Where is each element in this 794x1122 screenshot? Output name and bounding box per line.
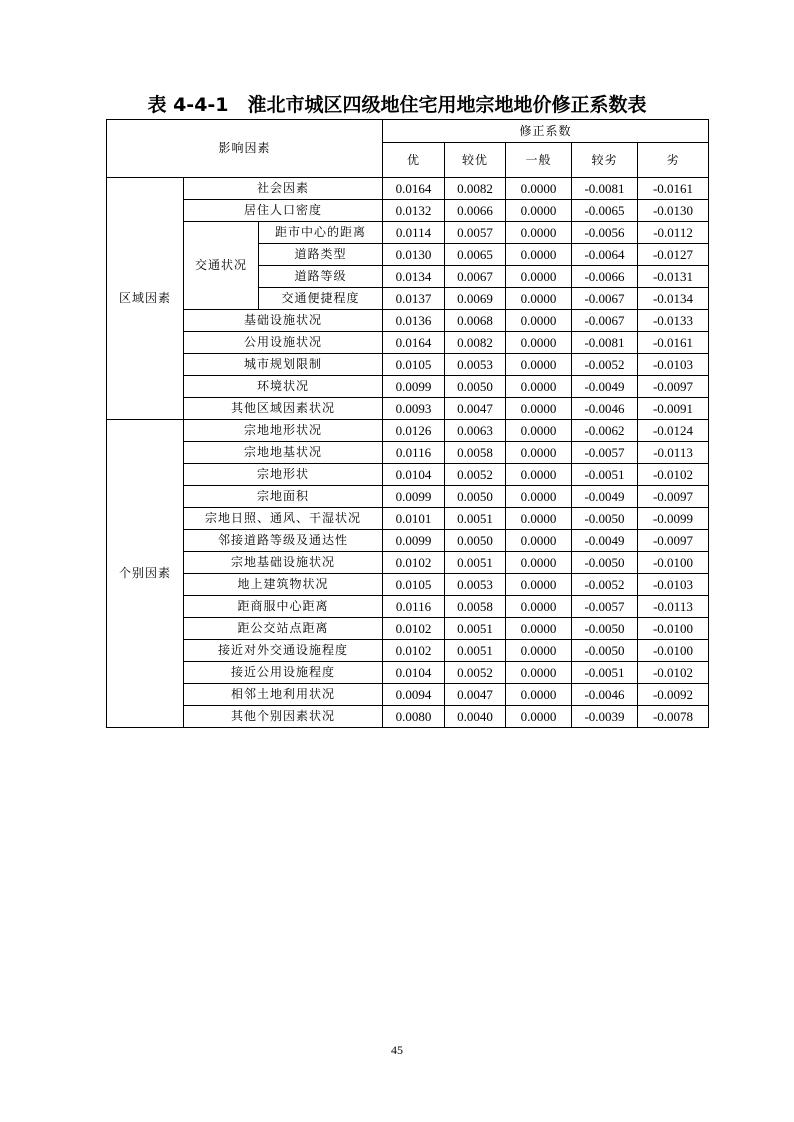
value-cell: 0.0099 (383, 376, 445, 398)
group-label-individual: 个别因素 (107, 420, 184, 728)
subgroup-label-traffic: 交通状况 (184, 222, 259, 310)
value-cell: -0.0050 (572, 508, 638, 530)
value-cell: -0.0133 (638, 310, 709, 332)
value-cell: -0.0127 (638, 244, 709, 266)
coefficient-header: 修正系数 (383, 120, 709, 143)
value-cell: 0.0000 (506, 596, 572, 618)
value-cell: -0.0112 (638, 222, 709, 244)
value-cell: 0.0094 (383, 684, 445, 706)
value-cell: 0.0000 (506, 618, 572, 640)
value-cell: 0.0051 (445, 640, 506, 662)
table-row (107, 354, 709, 376)
value-cell: -0.0097 (638, 530, 709, 552)
value-cell: 0.0000 (506, 222, 572, 244)
value-cell: 0.0047 (445, 398, 506, 420)
table-row (107, 706, 709, 728)
factor-cell: 道路类型 (259, 244, 383, 266)
value-cell: -0.0066 (572, 266, 638, 288)
value-cell: 0.0051 (445, 618, 506, 640)
factor-cell: 其他区域因素状况 (184, 398, 383, 420)
value-cell: 0.0080 (383, 706, 445, 728)
value-cell: 0.0053 (445, 574, 506, 596)
value-cell: 0.0000 (506, 662, 572, 684)
factor-cell: 距商服中心距离 (184, 596, 383, 618)
factor-cell: 相邻土地利用状况 (184, 684, 383, 706)
value-cell: 0.0000 (506, 332, 572, 354)
value-cell: 0.0126 (383, 420, 445, 442)
factor-cell: 其他个别因素状况 (184, 706, 383, 728)
factor-cell: 居住人口密度 (184, 200, 383, 222)
factor-cell: 宗地日照、通风、干湿状况 (184, 508, 383, 530)
value-cell: 0.0116 (383, 596, 445, 618)
factor-cell: 城市规划限制 (184, 354, 383, 376)
table-row (107, 420, 709, 442)
value-cell: 0.0000 (506, 398, 572, 420)
factor-cell: 宗地形状 (184, 464, 383, 486)
value-cell: -0.0062 (572, 420, 638, 442)
value-cell: 0.0114 (383, 222, 445, 244)
table-row (107, 508, 709, 530)
value-cell: 0.0134 (383, 266, 445, 288)
value-cell: -0.0078 (638, 706, 709, 728)
value-cell: 0.0000 (506, 178, 572, 200)
value-cell: 0.0000 (506, 266, 572, 288)
value-cell: 0.0164 (383, 332, 445, 354)
value-cell: 0.0137 (383, 288, 445, 310)
value-cell: 0.0000 (506, 486, 572, 508)
value-cell: -0.0039 (572, 706, 638, 728)
factor-cell: 社会因素 (184, 178, 383, 200)
table-row (107, 530, 709, 552)
factor-cell: 宗地地基状况 (184, 442, 383, 464)
factor-cell: 距市中心的距离 (259, 222, 383, 244)
value-cell: 0.0000 (506, 420, 572, 442)
table-row (107, 596, 709, 618)
value-cell: -0.0092 (638, 684, 709, 706)
grade-header: 较优 (445, 143, 506, 178)
grade-header: 一般 (506, 143, 572, 178)
value-cell: -0.0052 (572, 354, 638, 376)
value-cell: 0.0000 (506, 310, 572, 332)
factor-header: 影响因素 (107, 120, 383, 178)
value-cell: 0.0102 (383, 552, 445, 574)
value-cell: -0.0046 (572, 398, 638, 420)
value-cell: -0.0056 (572, 222, 638, 244)
value-cell: 0.0105 (383, 574, 445, 596)
value-cell: 0.0050 (445, 486, 506, 508)
value-cell: 0.0093 (383, 398, 445, 420)
value-cell: 0.0000 (506, 464, 572, 486)
value-cell: 0.0000 (506, 530, 572, 552)
table-row (107, 552, 709, 574)
value-cell: 0.0066 (445, 200, 506, 222)
value-cell: -0.0049 (572, 486, 638, 508)
value-cell: 0.0067 (445, 266, 506, 288)
table-row (107, 684, 709, 706)
value-cell: -0.0081 (572, 332, 638, 354)
value-cell: -0.0099 (638, 508, 709, 530)
value-cell: -0.0067 (572, 310, 638, 332)
correction-coefficient-table (106, 119, 709, 728)
value-cell: 0.0000 (506, 376, 572, 398)
value-cell: 0.0105 (383, 354, 445, 376)
value-cell: -0.0113 (638, 442, 709, 464)
value-cell: 0.0063 (445, 420, 506, 442)
value-cell: -0.0100 (638, 640, 709, 662)
value-cell: -0.0052 (572, 574, 638, 596)
table-row (107, 398, 709, 420)
value-cell: -0.0050 (572, 552, 638, 574)
value-cell: 0.0000 (506, 552, 572, 574)
value-cell: 0.0050 (445, 376, 506, 398)
table-row (107, 618, 709, 640)
value-cell: 0.0104 (383, 662, 445, 684)
value-cell: 0.0000 (506, 354, 572, 376)
value-cell: -0.0161 (638, 178, 709, 200)
factor-cell: 基础设施状况 (184, 310, 383, 332)
factor-cell: 宗地地形状况 (184, 420, 383, 442)
table-row (107, 222, 709, 244)
value-cell: 0.0104 (383, 464, 445, 486)
table-row (107, 486, 709, 508)
value-cell: 0.0051 (445, 508, 506, 530)
value-cell: 0.0065 (445, 244, 506, 266)
value-cell: 0.0102 (383, 618, 445, 640)
grade-header: 劣 (638, 143, 709, 178)
value-cell: 0.0000 (506, 200, 572, 222)
value-cell: -0.0131 (638, 266, 709, 288)
factor-cell: 接近公用设施程度 (184, 662, 383, 684)
value-cell: -0.0051 (572, 662, 638, 684)
value-cell: 0.0052 (445, 464, 506, 486)
value-cell: 0.0099 (383, 530, 445, 552)
value-cell: -0.0097 (638, 376, 709, 398)
value-cell: 0.0068 (445, 310, 506, 332)
value-cell: 0.0082 (445, 332, 506, 354)
value-cell: 0.0000 (506, 508, 572, 530)
value-cell: -0.0081 (572, 178, 638, 200)
value-cell: 0.0040 (445, 706, 506, 728)
value-cell: -0.0113 (638, 596, 709, 618)
value-cell: -0.0091 (638, 398, 709, 420)
value-cell: 0.0102 (383, 640, 445, 662)
value-cell: 0.0058 (445, 442, 506, 464)
value-cell: -0.0057 (572, 442, 638, 464)
page-number: 45 (391, 1043, 403, 1057)
value-cell: 0.0116 (383, 442, 445, 464)
value-cell: 0.0058 (445, 596, 506, 618)
value-cell: -0.0049 (572, 530, 638, 552)
table-row (107, 464, 709, 486)
value-cell: 0.0000 (506, 684, 572, 706)
value-cell: -0.0051 (572, 464, 638, 486)
value-cell: -0.0097 (638, 486, 709, 508)
value-cell: 0.0053 (445, 354, 506, 376)
factor-cell: 公用设施状况 (184, 332, 383, 354)
factor-cell: 交通便捷程度 (259, 288, 383, 310)
value-cell: -0.0100 (638, 618, 709, 640)
value-cell: -0.0057 (572, 596, 638, 618)
value-cell: 0.0130 (383, 244, 445, 266)
value-cell: -0.0103 (638, 574, 709, 596)
table-row (107, 178, 709, 200)
value-cell: 0.0051 (445, 552, 506, 574)
value-cell: -0.0103 (638, 354, 709, 376)
value-cell: 0.0099 (383, 486, 445, 508)
table-row (107, 442, 709, 464)
factor-cell: 宗地基础设施状况 (184, 552, 383, 574)
value-cell: -0.0102 (638, 662, 709, 684)
value-cell: -0.0050 (572, 618, 638, 640)
table-title: 表 4-4-1 淮北市城区四级地住宅用地宗地地价修正系数表 (147, 94, 647, 116)
group-label-regional: 区域因素 (107, 178, 184, 420)
value-cell: 0.0000 (506, 574, 572, 596)
table-row (107, 662, 709, 684)
value-cell: 0.0000 (506, 706, 572, 728)
value-cell: 0.0069 (445, 288, 506, 310)
table-row (107, 310, 709, 332)
factor-cell: 地上建筑物状况 (184, 574, 383, 596)
value-cell: 0.0000 (506, 640, 572, 662)
value-cell: -0.0100 (638, 552, 709, 574)
value-cell: 0.0132 (383, 200, 445, 222)
value-cell: 0.0164 (383, 178, 445, 200)
table-row (107, 376, 709, 398)
value-cell: 0.0136 (383, 310, 445, 332)
table-row (107, 332, 709, 354)
value-cell: -0.0065 (572, 200, 638, 222)
factor-cell: 邻接道路等级及通达性 (184, 530, 383, 552)
value-cell: 0.0000 (506, 442, 572, 464)
value-cell: -0.0050 (572, 640, 638, 662)
value-cell: 0.0052 (445, 662, 506, 684)
table-row (107, 574, 709, 596)
value-cell: -0.0064 (572, 244, 638, 266)
factor-cell: 距公交站点距离 (184, 618, 383, 640)
factor-cell: 环境状况 (184, 376, 383, 398)
value-cell: 0.0000 (506, 244, 572, 266)
value-cell: 0.0050 (445, 530, 506, 552)
grade-header: 较劣 (572, 143, 638, 178)
value-cell: -0.0130 (638, 200, 709, 222)
value-cell: -0.0049 (572, 376, 638, 398)
value-cell: -0.0067 (572, 288, 638, 310)
table-row (107, 640, 709, 662)
header-row-1 (107, 120, 709, 143)
value-cell: -0.0124 (638, 420, 709, 442)
value-cell: -0.0161 (638, 332, 709, 354)
factor-cell: 道路等级 (259, 266, 383, 288)
factor-cell: 宗地面积 (184, 486, 383, 508)
value-cell: -0.0134 (638, 288, 709, 310)
factor-cell: 接近对外交通设施程度 (184, 640, 383, 662)
value-cell: -0.0046 (572, 684, 638, 706)
grade-header: 优 (383, 143, 445, 178)
value-cell: -0.0102 (638, 464, 709, 486)
value-cell: 0.0101 (383, 508, 445, 530)
value-cell: 0.0057 (445, 222, 506, 244)
value-cell: 0.0047 (445, 684, 506, 706)
value-cell: 0.0082 (445, 178, 506, 200)
table-row (107, 200, 709, 222)
value-cell: 0.0000 (506, 288, 572, 310)
